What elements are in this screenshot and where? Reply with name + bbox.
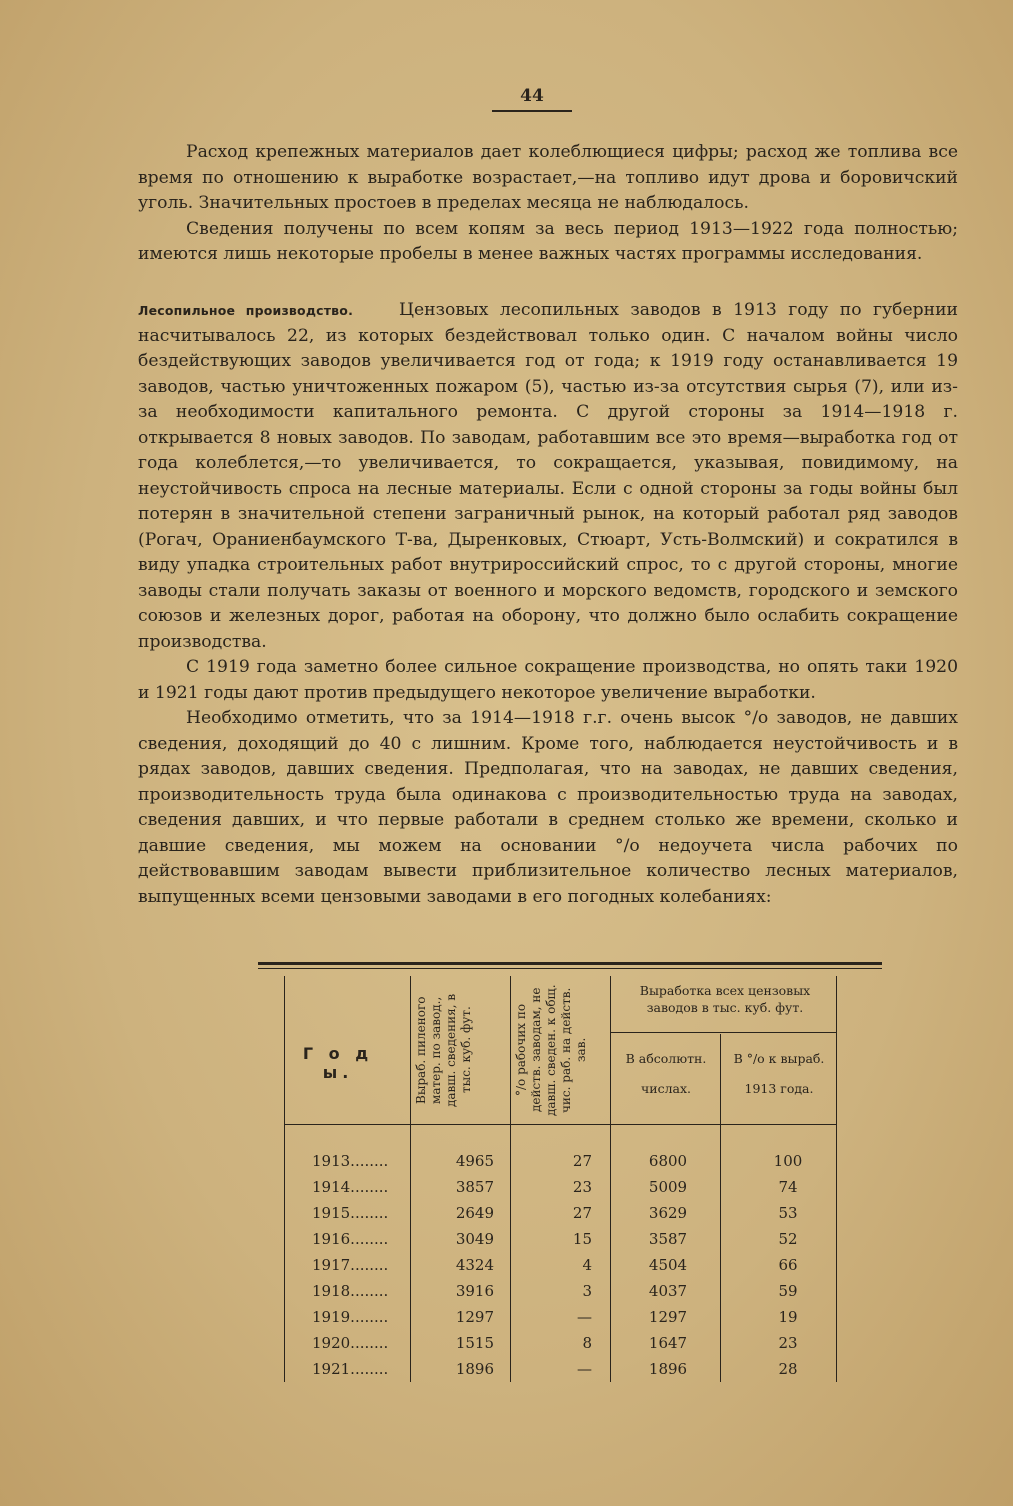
page-number: 44 — [492, 86, 572, 112]
cell-percent-1913: 23 — [778, 1334, 798, 1352]
cell-absolute: 6800 — [648, 1152, 688, 1170]
cell-year: 1919........ — [312, 1308, 389, 1326]
table-row — [258, 1226, 882, 1252]
cell-output: 1515 — [455, 1334, 494, 1352]
cell-percent-1913: 100 — [773, 1152, 803, 1170]
cell-output: 1896 — [455, 1360, 494, 1378]
sawmill-section — [138, 298, 958, 910]
paragraph: Необходимо отметить, что за 1914—1918 г.г. очень высок °/о заводов, не давших сведения, доходящий до 40 с лишним. Кроме того, наблюдается неустойчивость и в рядах заводов, давших сведения. Предполагая, что на заводах, не давших сведения, производительность труда была одинакова с производительностью труда на заводах, сведения давших, и что первые работали в среднем столько же времени, сколько и давшие сведения, мы можем на основании °/о недоучета числа рабочих по действовавшим заводам вывести приблизительное количество лесных материалов, выпущенных всеми цензовыми заводами в его погодных колебаниях: — [138, 708, 958, 907]
table-row — [258, 1278, 882, 1304]
cell-absolute: 3587 — [648, 1230, 688, 1248]
cell-output: 2649 — [455, 1204, 494, 1222]
header-divider — [610, 1032, 836, 1033]
cell-year: 1914........ — [312, 1178, 389, 1196]
cell-year: 1916........ — [312, 1230, 389, 1248]
cell-percent-1913: 74 — [778, 1178, 798, 1196]
cell-percent-1913: 66 — [778, 1256, 798, 1274]
cell-absolute: 4504 — [648, 1256, 688, 1274]
cell-absolute: 1896 — [648, 1360, 688, 1378]
header-years: Г о д ы. — [302, 1044, 374, 1082]
cell-output: 3857 — [455, 1178, 494, 1196]
table-row — [258, 1330, 882, 1356]
table-row — [258, 1200, 882, 1226]
cell-output: 4324 — [455, 1256, 494, 1274]
header-col-output-reporting: Выраб. пиленого матер. по завод., давш. сведения, в тыс. куб. фут. — [414, 993, 473, 1107]
cell-workers-percent: 27 — [572, 1204, 592, 1222]
cell-output: 3916 — [455, 1282, 494, 1300]
table-row — [258, 1252, 882, 1278]
cell-percent-1913: 52 — [778, 1230, 798, 1248]
cell-year: 1915........ — [312, 1204, 389, 1222]
cell-absolute: 3629 — [648, 1204, 688, 1222]
cell-output: 1297 — [455, 1308, 494, 1326]
table-row — [258, 1148, 882, 1174]
cell-absolute: 4037 — [648, 1282, 688, 1300]
cell-percent-1913: 19 — [778, 1308, 798, 1326]
cell-workers-percent: — — [577, 1360, 592, 1378]
cell-percent-1913: 53 — [778, 1204, 798, 1222]
header-col-absolute: В абсолютн. числах. — [625, 1051, 707, 1096]
paragraph: С 1919 года заметно более сильное сокращение производства, но опять таки 1920 и 1921 годы дают против предыдущего некоторое увеличение выработки. — [138, 657, 958, 703]
cell-absolute: 5009 — [648, 1178, 688, 1196]
cell-absolute: 1297 — [648, 1308, 688, 1326]
cell-year: 1920........ — [312, 1334, 389, 1352]
table-row — [258, 1356, 882, 1382]
cell-workers-percent: — — [577, 1308, 592, 1326]
cell-year: 1917........ — [312, 1256, 389, 1274]
cell-year: 1918........ — [312, 1282, 389, 1300]
intro-text — [138, 140, 958, 268]
cell-percent-1913: 28 — [778, 1360, 798, 1378]
cell-workers-percent: 4 — [582, 1256, 592, 1274]
paragraph-text: Цензовых лесопильных заводов в 1913 году по губернии насчитывалось 22, из которых бездействовал только один. С началом войны число бездействующих заводов увеличивается год от года; к 1919 году останавливается 19 заводов, частью уничтоженных пожаром (5), частью из-за отсутствия сырья (7), или из-за необходимости капитального ремонта. С другой стороны за 1914—1918 г. открывается 8 новых заводов. По заводам, работавшим все это время—выработка год от года колеблется,—то увеличивается, то сокращается, указывая, повидимому, на неустойчивость спроса на лесные материалы. Если с одной стороны за годы войны был потерян в значительной степени заграничный рынок, на который работал ряд заводов (Рогач, Ораниенбаумского Т-ва, Дыренковых, Стюарт, Усть-Волмский) и сократился в виду упадка строительных работ внутрироссийский спрос, то с другой стороны, многие заводы стали получать заказы от военного и морского ведомств, городского и земского союзов и железных дорог, работая на оборону, что должно было ослабить сокращение производства. — [138, 300, 958, 652]
cell-output: 4965 — [455, 1152, 494, 1170]
cell-absolute: 1647 — [648, 1334, 688, 1352]
section-heading: Лесопильное производство. — [138, 303, 354, 318]
table-rule — [258, 962, 882, 965]
cell-workers-percent: 8 — [582, 1334, 592, 1352]
cell-workers-percent: 15 — [572, 1230, 592, 1248]
table-row — [258, 1174, 882, 1200]
paragraph — [138, 298, 958, 655]
cell-workers-percent: 23 — [572, 1178, 592, 1196]
header-group-total-output: Выработка всех цензовых заводов в тыс. куб. фут. — [639, 983, 811, 1015]
table-rule — [258, 968, 882, 969]
cell-workers-percent: 3 — [582, 1282, 592, 1300]
cell-workers-percent: 27 — [572, 1152, 592, 1170]
cell-year: 1913........ — [312, 1152, 389, 1170]
paragraph: Сведения получены по всем копям за весь период 1913—1922 года полностью; имеются лишь некоторые пробелы в менее важных частях программы исследования. — [138, 218, 958, 264]
cell-output: 3049 — [455, 1230, 494, 1248]
header-col-percent-1913: В °/о к выраб. 1913 года. — [733, 1051, 825, 1096]
cell-percent-1913: 59 — [778, 1282, 798, 1300]
paragraph: Расход крепежных материалов дает колеблющиеся цифры; расход же топлива все время по отношению к выработке возрастает,—на топливо идут дрова и боровичский уголь. Значительных простоев в пределах месяца не наблюдалось. — [138, 142, 958, 213]
header-col-workers-percent: °/о рабочих по действ. заводам, не давш. сведен. к общ. чис. раб. на действ. зав. — [514, 984, 588, 1116]
cell-year: 1921........ — [312, 1360, 389, 1378]
table-row — [258, 1304, 882, 1330]
header-divider — [284, 1124, 836, 1125]
sawmill-table — [258, 962, 882, 1382]
